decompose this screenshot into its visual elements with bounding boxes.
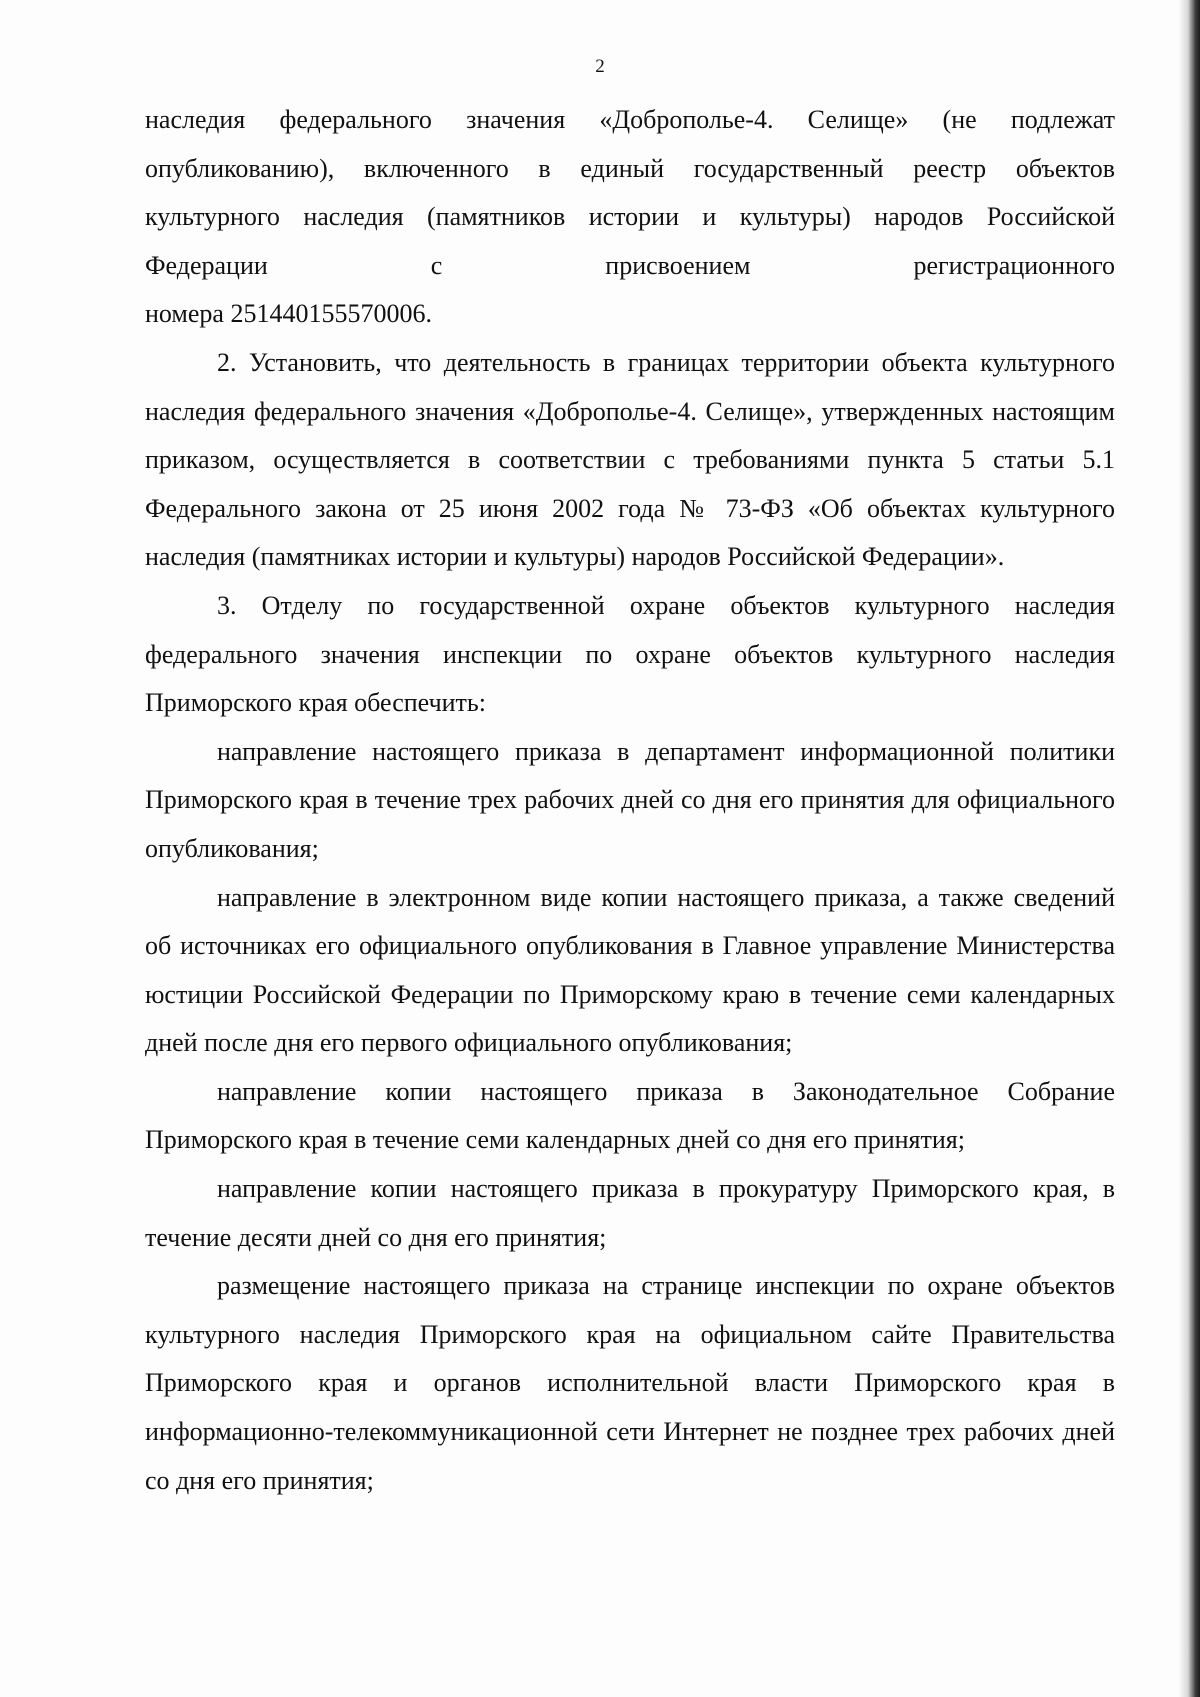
- paragraph-heritage-registry: наследия федерального значения «Доброполье-4. Селище» (не подлежат опубликованию), включенного в единый государственный реестр объектов культурного наследия (памятников истории и культуры) народов Российской Федерации с присвоением регистрационного: [145, 105, 1115, 280]
- paragraph-item-2: 2. Установить, что деятельность в границах территории объекта культурного наследия федерального значения «Доброполье-4. Селище», утвержденных настоящим приказом, осуществляется в соответствии с требованиями пункта 5 статьи 5.1 Федерального закона от 25 июня 2002 года № 73-ФЗ «Об объектах культурного наследия (памятниках истории и культуры) народов Российской Федерации».: [145, 347, 1115, 572]
- paragraph-registration-number: номера 251440155570006.: [145, 299, 432, 329]
- document-body: [145, 96, 1115, 1505]
- paragraph-website-publication: размещение настоящего приказа на странице инспекции по охране объектов культурного наследия Приморского края на официальном сайте Правительства Приморского края и органов исполнительной власти Приморского края в информационно-телекоммуникационной сети Интернет не позднее трех рабочих дней со дня его принятия;: [145, 1271, 1115, 1495]
- paragraph-ministry-justice: направление в электронном виде копии настоящего приказа, а также сведений об источниках его официального опубликования в Главное управление Министерства юстиции Российской Федерации по Приморскому краю в течение семи календарных дней после дня его первого официального опубликования;: [145, 882, 1115, 1058]
- paragraph-prosecutor: направление копии настоящего приказа в прокуратуру Приморского края, в течение десяти дней со дня его принятия;: [145, 1174, 1115, 1252]
- paragraph-info-policy-dept: направление настоящего приказа в департамент информационной политики Приморского края в течение трех рабочих дней со дня его принятия для официального опубликования;: [145, 736, 1115, 863]
- scan-edge-shadow: [1178, 0, 1200, 1697]
- page-number: 2: [595, 56, 605, 77]
- paragraph-item-3: 3. Отделу по государственной охране объектов культурного наследия федерального значения инспекции по охране объектов культурного наследия Приморского края обеспечить:: [145, 590, 1115, 718]
- paragraph-legislative-assembly: направление копии настоящего приказа в Законодательное Собрание Приморского края в течение семи календарных дней со дня его принятия;: [145, 1076, 1115, 1155]
